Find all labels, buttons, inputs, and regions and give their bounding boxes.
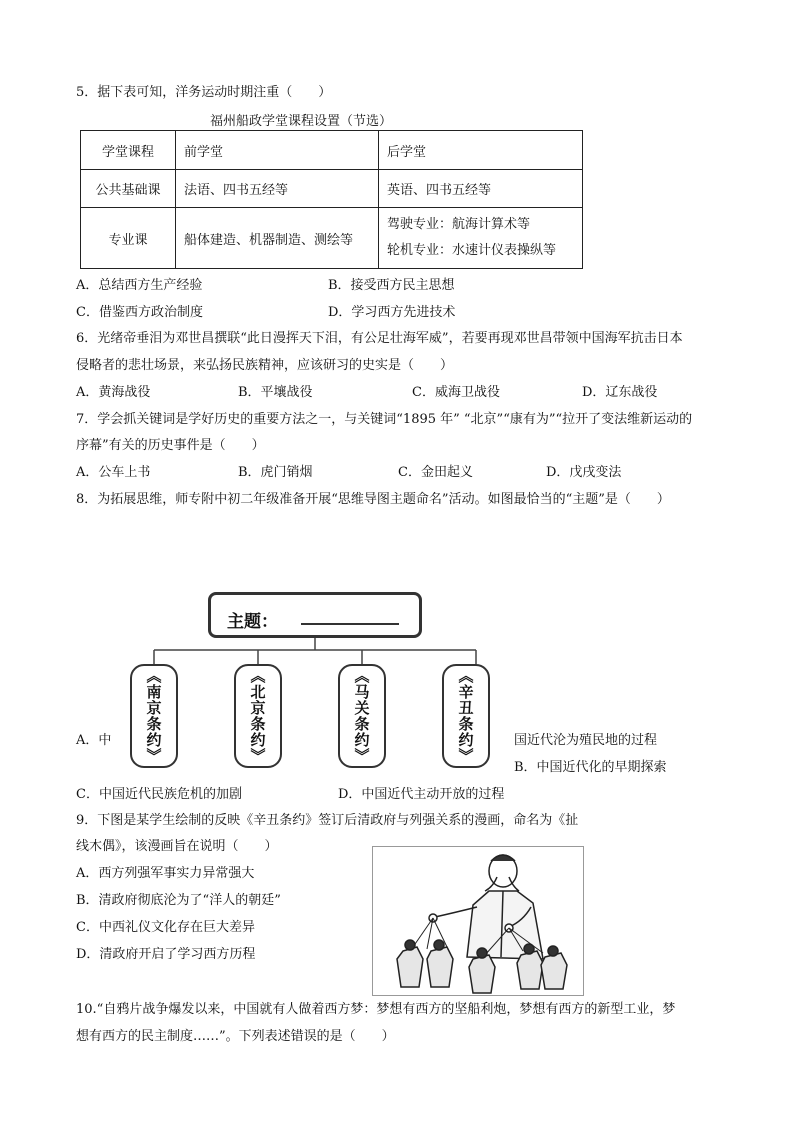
q9-option-d: D．清政府开启了学习西方历程 bbox=[76, 947, 256, 962]
treaty-box-beijing bbox=[234, 664, 282, 768]
q10-stem-line2: 想有西方的民主制度……”。下列表述错误的是（ ） bbox=[76, 1029, 395, 1044]
q8-option-a-suffix: 国近代沦为殖民地的过程 bbox=[514, 733, 658, 748]
puppet-master-drawing bbox=[373, 847, 583, 995]
treaty-label: 《北京条约》 bbox=[248, 668, 267, 764]
table-cell-back-line: 轮机专业：水速计仪表操纵等 bbox=[387, 243, 557, 258]
q7-option-c: C．金田起义 bbox=[398, 465, 473, 480]
q9-stem-line2: 线木偶》，该漫画旨在说明（ ） bbox=[76, 839, 278, 854]
table-header-cell: 前学堂 bbox=[176, 131, 379, 170]
q9-option-b: B．清政府彻底沦为了“洋人的朝廷” bbox=[76, 893, 281, 908]
treaty-label: 《马关条约》 bbox=[352, 668, 371, 764]
q7-option-b: B．虎门销烟 bbox=[238, 465, 313, 480]
q6-option-c: C．威海卫战役 bbox=[412, 385, 500, 400]
table-header-cell: 学堂课程 bbox=[81, 131, 176, 170]
treaty-label: 《南京条约》 bbox=[144, 668, 163, 764]
q6-stem-line1: 6．光绪帝垂泪为邓世昌撰联“此日漫挥天下泪，有公足壮海军威”，若要再现邓世昌带领中国海军抗击日本 bbox=[76, 331, 683, 346]
mind-map-diagram bbox=[120, 588, 510, 778]
treaty-label: 《辛丑条约》 bbox=[456, 668, 475, 764]
q8-option-c: C．中国近代民族危机的加剧 bbox=[76, 787, 242, 802]
table-row bbox=[81, 170, 583, 208]
table-cell-back-line: 驾驶专业：航海计算术等 bbox=[387, 217, 531, 232]
map-title-box bbox=[208, 592, 422, 638]
q5-option-b: B．接受西方民主思想 bbox=[328, 278, 455, 293]
q8-option-d: D．中国近代主动开放的过程 bbox=[338, 787, 505, 802]
table-header-cell: 后学堂 bbox=[379, 131, 583, 170]
table-header-row bbox=[81, 131, 583, 170]
table-cell-back bbox=[379, 208, 583, 269]
map-title-label: 主题： bbox=[227, 612, 278, 632]
q5-stem: 5．据下表可知，洋务运动时期注重（ ） bbox=[76, 85, 332, 100]
treaty-box-nanjing bbox=[130, 664, 178, 768]
treaty-box-xinchou bbox=[442, 664, 490, 768]
puppet-cartoon-image bbox=[372, 846, 584, 996]
q6-option-b: B．平壤战役 bbox=[238, 385, 313, 400]
q7-option-d: D．戊戌变法 bbox=[546, 465, 622, 480]
q7-stem-line2: 序幕”有关的历史事件是（ ） bbox=[76, 438, 265, 453]
q6-stem-line2: 侵略者的悲壮场景，来弘扬民族精神，应该研习的史实是（ ） bbox=[76, 358, 454, 373]
q9-option-a: A．西方列强军事实力异常强大 bbox=[76, 866, 255, 881]
table-row bbox=[81, 208, 583, 269]
q6-option-d: D．辽东战役 bbox=[582, 385, 658, 400]
table-cell-course: 专业课 bbox=[81, 208, 176, 269]
table-caption: 福州船政学堂课程设置（节选） bbox=[210, 114, 393, 129]
q5-option-d: D．学习西方先进技术 bbox=[328, 305, 456, 320]
q10-stem-line1: 10.“自鸦片战争爆发以来，中国就有人做着西方梦：梦想有西方的坚船利炮，梦想有西方的新型工业，梦 bbox=[76, 1002, 676, 1017]
q9-stem-line1: 9．下图是某学生绘制的反映《辛丑条约》签订后清政府与列强关系的漫画，命名为《扯 bbox=[76, 813, 579, 828]
q5-option-c: C．借鉴西方政治制度 bbox=[76, 305, 203, 320]
q8-option-b: B．中国近代化的早期探索 bbox=[514, 760, 667, 775]
q7-option-a: A．公车上书 bbox=[76, 465, 151, 480]
q6-option-a: A．黄海战役 bbox=[76, 385, 151, 400]
treaty-box-maguan bbox=[338, 664, 386, 768]
q9-option-c: C．中西礼仪文化存在巨大差异 bbox=[76, 920, 255, 935]
q8-stem: 8．为拓展思维，师专附中初二年级准备开展“思维导图主题命名”活动。如图最恰当的“主题”是（ ） bbox=[76, 492, 670, 507]
map-title-blank bbox=[301, 623, 399, 625]
course-table bbox=[80, 130, 583, 269]
table-cell-back: 英语、四书五经等 bbox=[379, 170, 583, 208]
q8-option-a-prefix: A．中 bbox=[76, 733, 112, 748]
table-cell-front: 法语、四书五经等 bbox=[176, 170, 379, 208]
q5-option-a: A．总结西方生产经验 bbox=[76, 278, 203, 293]
table-cell-front: 船体建造、机器制造、测绘等 bbox=[176, 208, 379, 269]
q7-stem-line1: 7．学会抓关键词是学好历史的重要方法之一，与关键词“1895 年” “北京”“康有为”“拉开了变法维新运动的 bbox=[76, 412, 693, 427]
table-cell-course: 公共基础课 bbox=[81, 170, 176, 208]
